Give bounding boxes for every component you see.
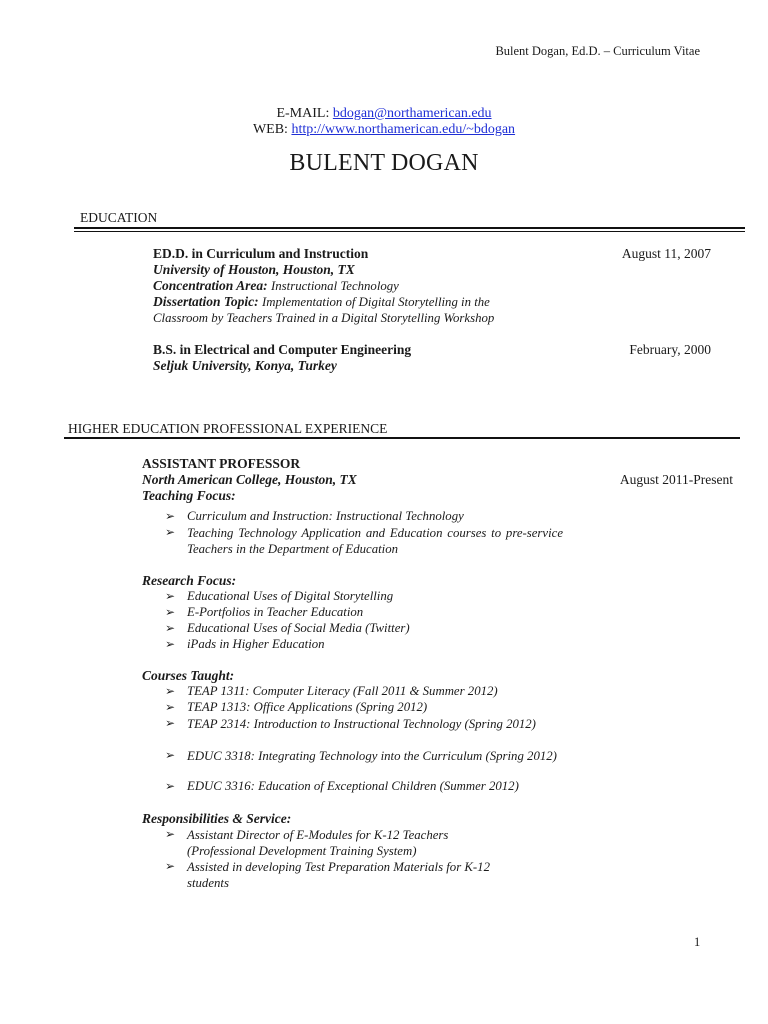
arrow-bullet-icon: ➢ — [165, 684, 176, 698]
teaching-focus-label: Teaching Focus: — [142, 488, 236, 503]
position-date: August 2011-Present — [619, 472, 733, 487]
email-link[interactable]: bdogan@northamerican.edu — [332, 106, 492, 121]
web-link[interactable]: http://www.northamerican.edu/~bdogan — [291, 122, 516, 137]
arrow-bullet-icon: ➢ — [165, 589, 176, 603]
page-number: 1 — [694, 935, 701, 949]
degree-2-institution: Seljuk University, Konya, Turkey — [153, 358, 337, 373]
arrow-bullet-icon: ➢ — [165, 716, 176, 730]
concentration-label: Concentration Area: — [153, 278, 268, 293]
course-item: EDUC 3316: Education of Exceptional Children (Summer 2012) — [187, 779, 519, 793]
course-item: TEAP 1311: Computer Literacy (Fall 2011 & Summer 2012) — [187, 684, 498, 698]
research-focus-label: Research Focus: — [142, 573, 237, 588]
course-item: TEAP 2314: Introduction to Instructional Technology (Spring 2012) — [187, 717, 536, 731]
research-focus-item: Educational Uses of Digital Storytelling — [187, 589, 394, 603]
dissertation-line-1: Implementation of Digital Storytelling in the — [262, 295, 490, 309]
degree-1-concentration — [153, 278, 399, 294]
experience-heading: HIGHER EDUCATION PROFESSIONAL EXPERIENCE — [68, 421, 388, 436]
degree-1-dissertation — [153, 294, 490, 310]
email-label: E-MAIL: — [276, 106, 330, 121]
service-item: Assisted in developing Test Preparation Materials for K-12 students — [187, 860, 490, 890]
experience-rule — [64, 437, 740, 439]
research-focus-item: Educational Uses of Social Media (Twitter) — [187, 621, 410, 635]
arrow-bullet-icon: ➢ — [165, 509, 176, 523]
running-header: Bulent Dogan, Ed.D. – Curriculum Vitae — [495, 44, 700, 58]
dissertation-label: Dissertation Topic: — [153, 294, 259, 309]
arrow-bullet-icon: ➢ — [165, 621, 176, 635]
degree-2-title: B.S. in Electrical and Computer Engineering — [153, 342, 412, 357]
research-focus-item: iPads in Higher Education — [187, 637, 325, 651]
arrow-bullet-icon: ➢ — [165, 859, 176, 873]
education-rule-bottom — [74, 231, 745, 232]
degree-1-date: August 11, 2007 — [621, 246, 711, 261]
web-line — [0, 122, 768, 138]
degree-2-date: February, 2000 — [629, 342, 711, 357]
arrow-bullet-icon: ➢ — [165, 827, 176, 841]
course-item: EDUC 3318: Integrating Technology into the Curriculum (Spring 2012) — [187, 749, 557, 763]
arrow-bullet-icon: ➢ — [165, 779, 176, 793]
teaching-focus-item: Teaching Technology Application and Education courses to pre-service Teachers in the Department of Education — [187, 526, 563, 556]
position-title: ASSISTANT PROFESSOR — [142, 456, 301, 471]
degree-1-title: ED.D. in Curriculum and Instruction — [153, 246, 369, 261]
arrow-bullet-icon: ➢ — [165, 605, 176, 619]
employer: North American College, Houston, TX — [142, 472, 357, 487]
research-focus-item: E-Portfolios in Teacher Education — [187, 605, 364, 619]
arrow-bullet-icon: ➢ — [165, 637, 176, 651]
service-item: Assistant Director of E-Modules for K-12 Teachers (Professional Development Training System) — [187, 828, 449, 858]
education-rule-top — [74, 227, 745, 229]
arrow-bullet-icon: ➢ — [165, 748, 176, 762]
web-label: WEB: — [252, 122, 288, 137]
arrow-bullet-icon: ➢ — [165, 525, 176, 539]
degree-1-institution: University of Houston, Houston, TX — [153, 262, 355, 277]
service-label: Responsibilities & Service: — [142, 811, 292, 826]
teaching-focus-item: Curriculum and Instruction: Instructional Technology — [187, 509, 464, 523]
concentration-value: Instructional Technology — [271, 279, 399, 293]
courses-label: Courses Taught: — [142, 668, 235, 683]
education-heading: EDUCATION — [80, 210, 158, 225]
email-line — [0, 106, 768, 122]
course-item: TEAP 1313: Office Applications (Spring 2012) — [187, 700, 428, 714]
arrow-bullet-icon: ➢ — [165, 700, 176, 714]
person-name: BULENT DOGAN — [289, 150, 479, 176]
dissertation-line-2: Classroom by Teachers Trained in a Digital Storytelling Workshop — [153, 311, 495, 325]
